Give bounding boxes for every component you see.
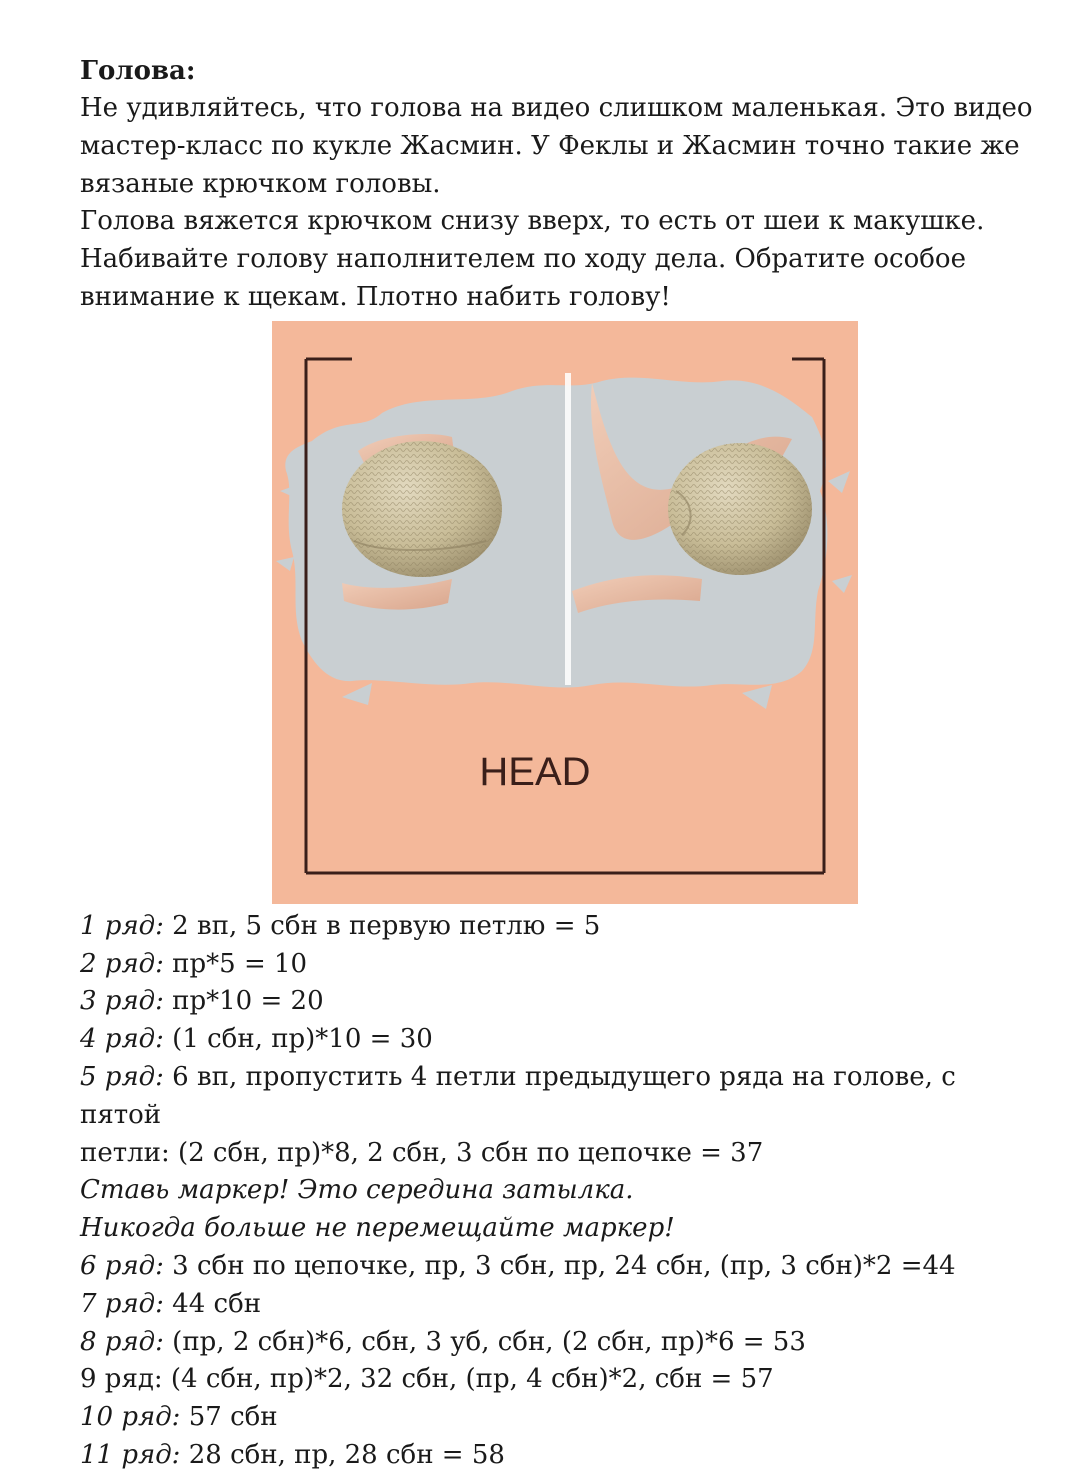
pattern-row	[80, 1248, 1040, 1286]
row-label: 10 ряд:	[80, 1402, 181, 1433]
section-title: Голова:	[80, 56, 196, 86]
intro-line: вязаные крючком головы.	[80, 168, 441, 199]
row-text: 3 сбн по цепочке, пр, 3 сбн, пр, 24 сбн, (пр, 3 сбн)*2 =44	[163, 1250, 956, 1281]
pattern-rows	[80, 908, 1040, 1475]
pattern-row	[80, 1437, 1040, 1475]
row-label: 3 ряд:	[80, 986, 164, 1017]
row-label: 11 ряд:	[80, 1439, 181, 1470]
marker-note: Ставь маркер! Это середина затылка.	[80, 1175, 634, 1206]
pattern-row	[80, 1021, 1040, 1059]
intro-line: Набивайте голову наполнителем по ходу дела. Обратите особое	[80, 244, 966, 275]
pattern-row	[80, 983, 1040, 1021]
intro-line: внимание к щекам. Плотно набить голову!	[80, 281, 671, 312]
figure-caption: HEAD	[479, 749, 591, 794]
pattern-row	[80, 1324, 1040, 1362]
head-photo-illustration	[272, 321, 858, 904]
row-text: (1 сбн, пр)*10 = 30	[163, 1024, 433, 1055]
document-page	[80, 52, 1040, 1475]
row-text: пр*5 = 10	[163, 948, 308, 979]
row-text: 57 сбн	[180, 1402, 278, 1433]
pattern-row: 9 ряд: (4 сбн, пр)*2, 32 сбн, (пр, 4 сбн)*2, сбн = 57	[80, 1364, 774, 1395]
row-label: 5 ряд:	[80, 1061, 164, 1092]
photo-divider	[565, 373, 571, 685]
pattern-row	[80, 1399, 1040, 1437]
row-text: пр*10 = 20	[163, 986, 324, 1017]
intro-line: Не удивляйтесь, что голова на видео слишком маленькая. Это видео	[80, 93, 1033, 123]
row-label: 8 ряд:	[80, 1326, 164, 1357]
row-label: 2 ряд:	[80, 948, 164, 979]
marker-note: Никогда больше не перемещайте маркер!	[80, 1213, 675, 1244]
row-text: (пр, 2 сбн)*6, сбн, 3 уб, сбн, (2 сбн, пр)*6 = 53	[163, 1326, 806, 1357]
row-text: 28 сбн, пр, 28 сбн = 58	[180, 1439, 505, 1470]
pattern-row-continuation: петли: (2 сбн, пр)*8, 2 сбн, 3 сбн по цепочке = 37	[80, 1137, 764, 1168]
row-text: 2 вп, 5 сбн в первую петлю = 5	[163, 910, 601, 941]
row-text: 6 вп, пропустить 4 петли предыдущего ряда на голове, с пятой	[80, 1061, 956, 1130]
intro-line: мастер-класс по кукле Жасмин. У Феклы и Жасмин точно такие же	[80, 130, 1020, 161]
pattern-row	[80, 1286, 1040, 1324]
row-label: 4 ряд:	[80, 1024, 164, 1055]
intro-paragraph	[80, 90, 1040, 317]
row-label: 7 ряд:	[80, 1288, 164, 1319]
pattern-row	[80, 908, 1040, 946]
row-text: 44 сбн	[163, 1288, 262, 1319]
intro-line: Голова вяжется крючком снизу вверх, то есть от шеи к макушке.	[80, 206, 985, 237]
pattern-row	[80, 1059, 1040, 1135]
row-label: 6 ряд:	[80, 1250, 164, 1281]
pattern-row	[80, 946, 1040, 984]
head-photo-figure	[272, 321, 858, 904]
row-label: 1 ряд:	[80, 910, 164, 941]
